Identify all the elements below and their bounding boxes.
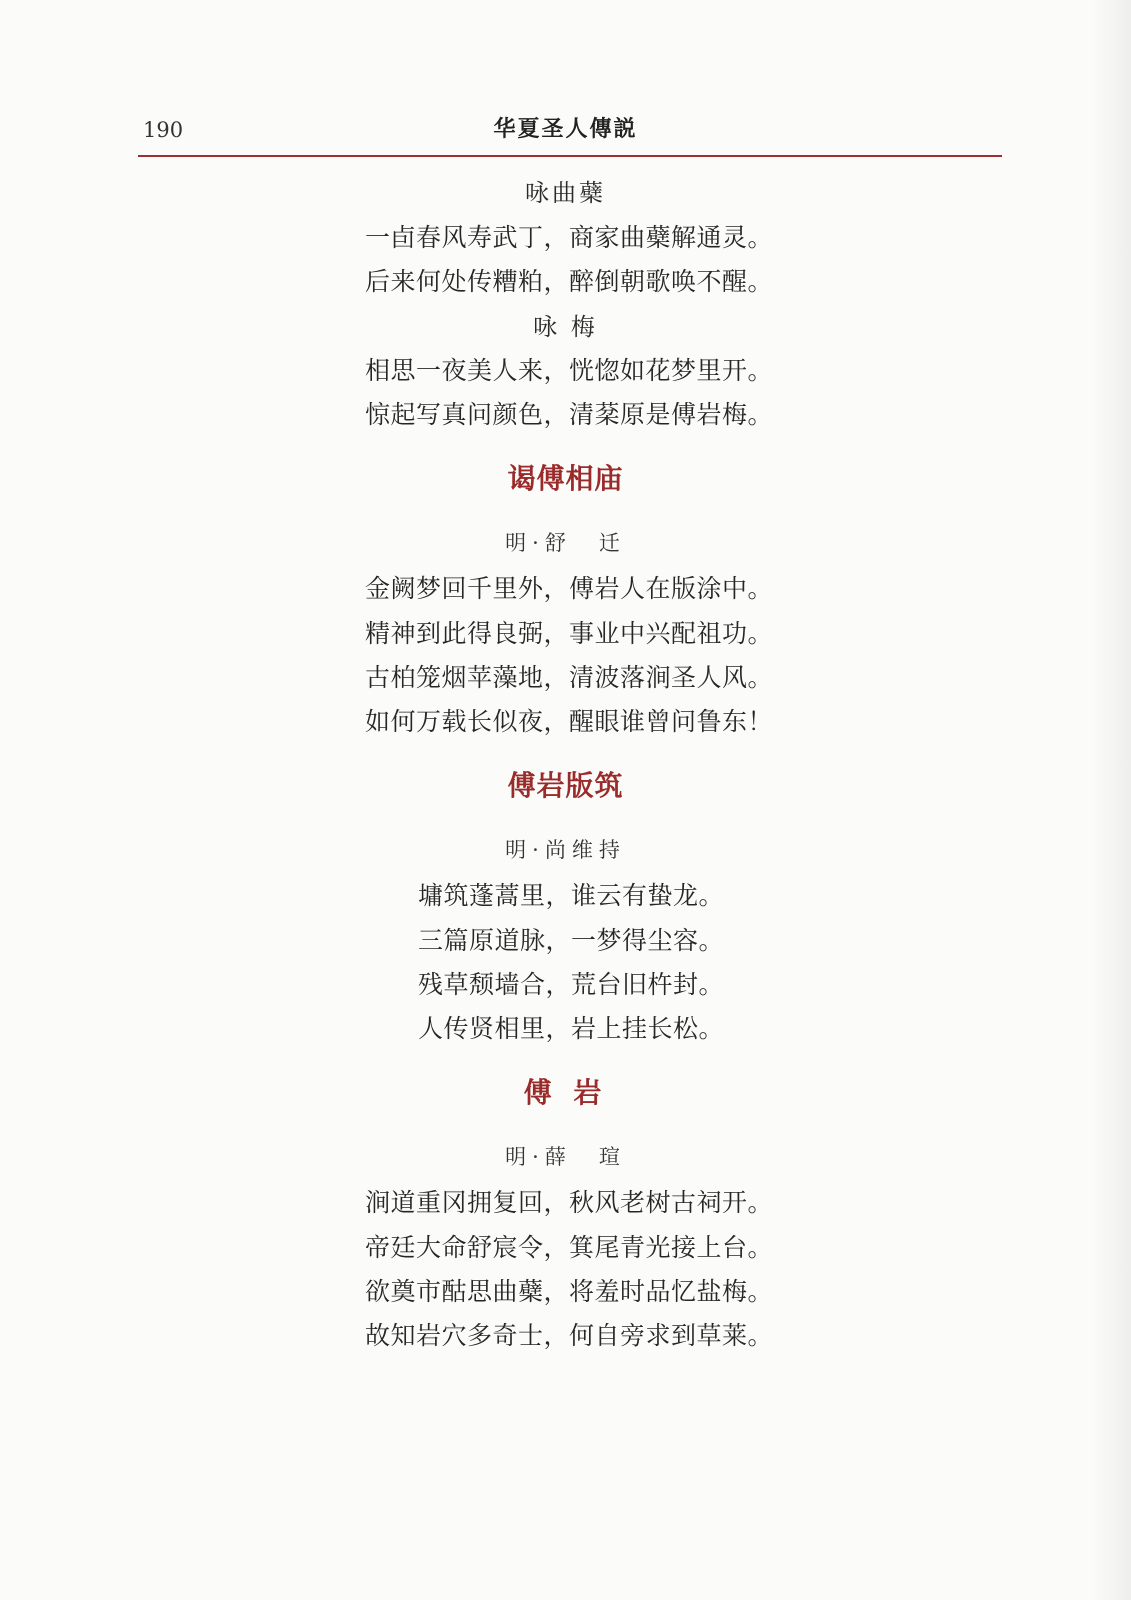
section-title: 傅 岩 [523, 1076, 608, 1109]
poem-line: 一卣春风寿武丁，商家曲蘗解通灵。 [365, 223, 774, 252]
poem-line: 如何万载长似夜，醒眼谁曾问鲁东！ [365, 707, 774, 736]
running-header-title: 华夏圣人傳説 [493, 116, 638, 142]
poem-line: 人传贤相里，岩上挂长松。 [418, 1014, 725, 1043]
poem-line: 惊起写真问颜色，清棻原是傅岩梅。 [365, 400, 774, 429]
poem-line: 后来何处传糟粕，醉倒朝歌唤不醒。 [365, 267, 774, 296]
poem-line: 相思一夜美人来，恍惚如花梦里开。 [365, 356, 774, 385]
page-number: 190 [143, 118, 184, 142]
poem-title: 咏 梅 [533, 313, 598, 341]
poem-line: 精神到此得良弼，事业中兴配祖功。 [365, 619, 774, 648]
poem-author: 明·尚维持 [505, 838, 626, 862]
poem-author: 明·薛 瑄 [505, 1145, 626, 1169]
poem-author: 明·舒 迁 [505, 531, 626, 555]
poem-line: 古柏笼烟苹藻地，清波落涧圣人风。 [365, 663, 774, 692]
poem-line: 帝廷大命舒宸令，箕尾青光接上台。 [365, 1233, 774, 1262]
section-title: 傅岩版筑 [507, 769, 624, 802]
poem-line: 金阙梦回千里外，傅岩人在版涂中。 [365, 574, 774, 603]
poem-line: 欲奠市酤思曲蘗，将羞时品忆盐梅。 [365, 1277, 774, 1306]
poem-line: 三篇原道脉，一梦得尘容。 [418, 926, 725, 955]
section-title: 谒傅相庙 [507, 462, 624, 495]
poem-line: 残草颓墙合，荒台旧杵封。 [418, 970, 725, 999]
poem-line: 涧道重冈拥复回，秋风老树古祠开。 [365, 1188, 774, 1217]
poem-line: 故知岩穴多奇士，何自旁求到草莱。 [365, 1321, 774, 1350]
poem-line: 墉筑蓬蒿里，谁云有蛰龙。 [418, 881, 725, 910]
header-divider [138, 155, 1002, 157]
poem-title: 咏曲蘗 [525, 179, 606, 207]
